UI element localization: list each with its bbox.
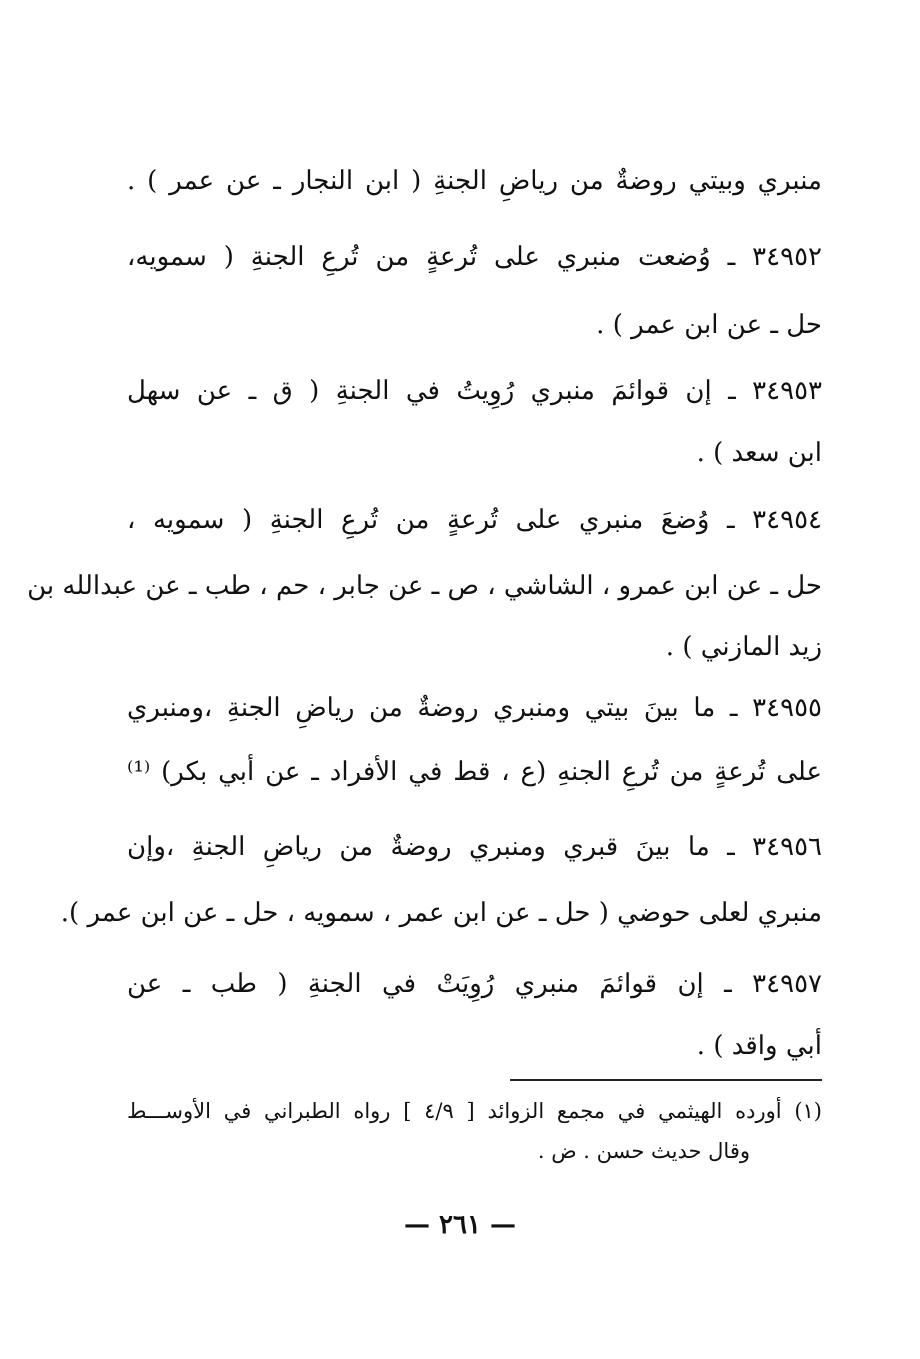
hadith-34956-line-1: ٣٤٩٥٦ ـ ما بينَ قبري ومنبري روضةٌ من رياضِ الجنةِ ،وإن [127,832,822,862]
hadith-34954-line-2: حل ـ عن ابن عمرو ، الشاشي ، ص ـ عن جابر ، حم ، طب ـ عن عبدالله بن [27,571,822,601]
hadith-34953-line-1: ٣٤٩٥٣ ـ إن قوائمَ منبري رُوِيتُ في الجنةِ ( ق ـ عن سهل [127,376,822,406]
page-number: — ٢٦١ — [403,1210,517,1240]
hadith-34952-line-1: ٣٤٩٥٢ ـ وُضعت منبري على تُرعةٍ من تُرعِ الجنةِ ( سمويه، [127,242,822,272]
hadith-34954-line-1: ٣٤٩٥٤ ـ وُضعَ منبري على تُرعةٍ من تُرعِ الجنةِ ( سمويه ، [127,505,822,535]
text-line: منبري وبيتي روضةٌ من رياضِ الجنةِ ( ابن النجار ـ عن عمر ) . [127,166,822,196]
footnote-line-2: وقال حديث حسن . ض . [537,1139,750,1163]
hadith-34955-line-1: ٣٤٩٥٥ ـ ما بينَ بيتي ومنبري روضةٌ من رياضِ الجنةِ ،ومنبري [127,693,822,723]
footnote-divider [510,1079,822,1081]
hadith-34953-line-2: ابن سعد ) . [696,438,822,468]
hadith-34957-line-1: ٣٤٩٥٧ ـ إن قوائمَ منبري رُوِيَتْ في الجنةِ ( طب ـ عن [127,969,822,999]
hadith-34954-line-3: زيد المازني ) . [665,632,822,662]
hadith-34955-line-2: على تُرعةٍ من تُرعِ الجنهِ (ع ، قط في الأفراد ـ عن أبي بكر) ⁽¹⁾ [127,757,822,787]
hadith-34957-line-2: أبي واقد ) . [696,1031,822,1061]
hadith-34952-line-2: حل ـ عن ابن عمر ) . [596,310,822,340]
footnote-line-1: (١) أورده الهيثمي في مجمع الزوائد [ ٤/٩ ] رواه الطبراني في الأوســـط [127,1099,822,1123]
hadith-34956-line-2: منبري لعلى حوضي ( حل ـ عن ابن عمر ، سمويه ، حل ـ عن ابن عمر ). [60,898,822,928]
